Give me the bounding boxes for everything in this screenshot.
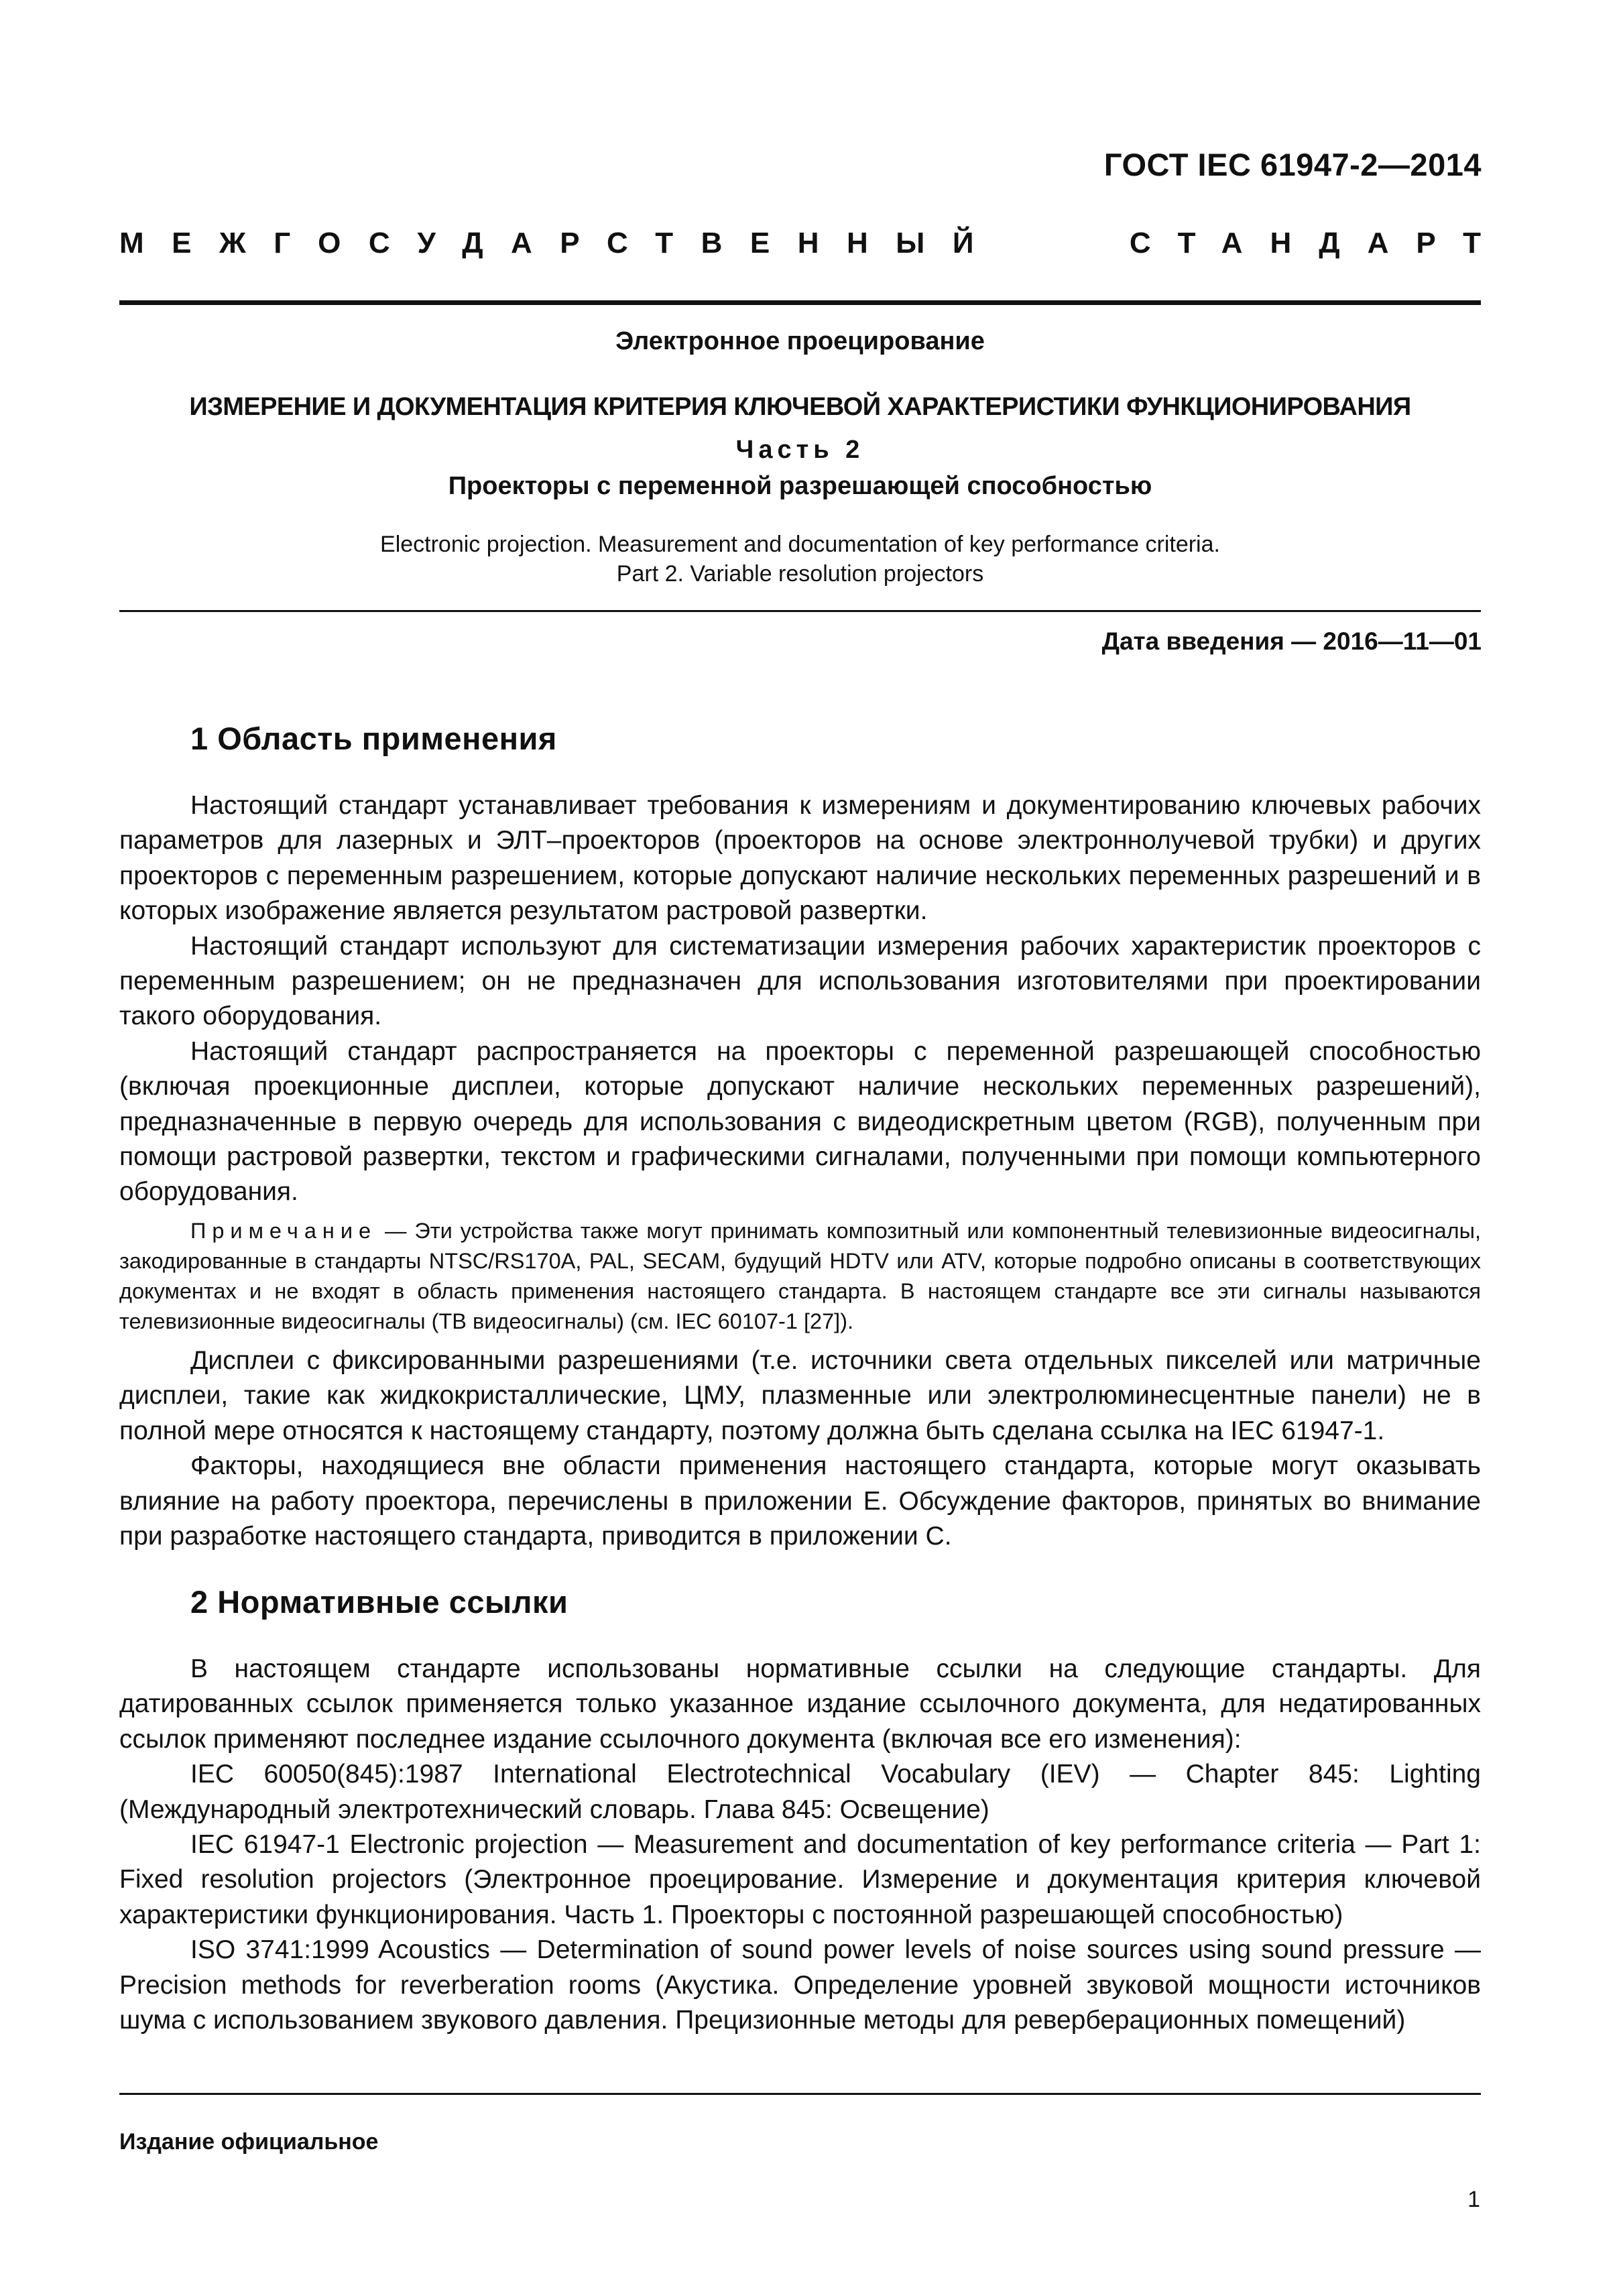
english-title <box>119 530 1481 589</box>
paragraph: Факторы, находящиеся вне области применения настоящего стандарта, которые могут оказывать влияние на работу проектора, перечислены в приложении E. Обсуждение факторов, принятых во внимание при разработке настоящего стандарта, приводится в приложении C. <box>119 1451 1481 1551</box>
standard-code: ГОСТ IEC 61947-2—2014 <box>1103 147 1482 182</box>
english-title-line-2: Part 2. Variable resolution projectors <box>616 561 984 587</box>
part-title: Проекторы с переменной разрешающей способностью <box>448 472 1152 500</box>
reference-entry: IEC 60050(845):1987 International Electrotechnical Vocabulary (IEV) — Chapter 845: Lighting (Международный электротехнический словарь. Глава 845: Освещение) <box>119 1760 1481 1824</box>
subject-title: Электронное проецирование <box>615 327 985 355</box>
section-2-body <box>119 1652 1481 2038</box>
note-text: — Эти устройства также могут принимать композитный или компонентный телевизионные видеосигналы, закодированные в стандарты NTSC/RS170A, PAL, SECAM, будущий HDTV или ATV, которые подробно описаны в соответствующих документах и не входят в область применения настоящего стандарта. В настоящем стандарте все эти сигналы называются телевизионные видеосигналы (ТВ видеосигналы) (см. IEC 60107-1 [27]). <box>119 1219 1481 1333</box>
footer-rule <box>119 2093 1481 2095</box>
section-1-heading: 1 Область применения <box>190 721 557 756</box>
paragraph: Настоящий стандарт распространяется на проекторы с переменной разрешающей способностью (включая проекционные дисплеи, которые допускают наличие нескольких переменных разрешений), предназначенные в первую очередь для использования с видеодискретным цветом (RGB), полученным при помощи растровой развертки, текстом и графическими сигналами, полученными при помощи компьютерного оборудования. <box>119 1036 1481 1207</box>
section-1-body <box>119 788 1481 1210</box>
note-paragraph <box>119 1216 1481 1337</box>
main-title: ИЗМЕРЕНИЕ И ДОКУМЕНТАЦИЯ КРИТЕРИЯ КЛЮЧЕВОЙ ХАРАКТЕРИСТИКИ ФУНКЦИОНИРОВАНИЯ <box>189 393 1411 421</box>
reference-entry: ISO 3741:1999 Acoustics — Determination of sound power levels of noise sources using sound pressure — Precision methods for reverberation rooms (Акустика. Определение уровней звуковой мощности источников шума с использованием звукового давления. Прецизионные методы для реверберационных помещений) <box>119 1935 1481 2035</box>
english-title-line-1: Electronic projection. Measurement and documentation of key performance criteria. <box>380 532 1220 557</box>
official-edition-label: Издание официальное <box>119 2129 379 2155</box>
introduction-date: Дата введения — 2016—11—01 <box>1101 627 1482 655</box>
section-1-body-continued <box>119 1343 1481 1554</box>
page-number: 1 <box>1467 2187 1480 2212</box>
part-label: Часть 2 <box>735 436 865 464</box>
paragraph: Дисплеи с фиксированными разрешениями (т.е. источники света отдельных пикселей или матричные дисплеи, такие как жидкокристаллические, ЦМУ, плазменные или электролюминесцентные панели) не в полной мере относятся к настоящему стандарту, поэтому должна быть сделана ссылка на IEC 61947-1. <box>119 1346 1481 1445</box>
interstate-label: МЕЖГОСУДАРСТВЕННЫЙ <box>119 227 1002 259</box>
paragraph: В настоящем стандарте использованы нормативные ссылки на следующие стандарты. Для датированных ссылок применяется только указанное издание ссылочного документа, для недатированных ссылок применяют последнее издание ссылочного документа (включая все его изменения): <box>119 1654 1481 1754</box>
note-block <box>119 1216 1481 1337</box>
standard-label: СТАНДАРТ <box>1129 227 1508 259</box>
title-rule <box>119 610 1481 612</box>
section-2-heading: 2 Нормативные ссылки <box>190 1584 568 1620</box>
header-rule <box>119 300 1481 305</box>
paragraph: Настоящий стандарт устанавливает требования к измерениям и документированию ключевых рабочих параметров для лазерных и ЭЛТ–проекторов (проекторов на основе электроннолучевой трубки) и других проекторов с переменным разрешением, которые допускают наличие нескольких переменных разрешений и в которых изображение является результатом растровой развертки. <box>119 791 1481 926</box>
note-label: Примечание <box>190 1219 377 1243</box>
paragraph: Настоящий стандарт используют для систематизации измерения рабочих характеристик проекторов с переменным разрешением; он не предназначен для использования изготовителями при проектировании такого оборудования. <box>119 931 1481 1031</box>
reference-entry: IEC 61947-1 Electronic projection — Measurement and documentation of key performance criteria — Part 1: Fixed resolution projectors (Электронное проецирование. Измерение и документация критерия ключевой характеристики функционирования. Часть 1. Проекторы с постоянной разрешающей способностью) <box>119 1830 1481 1929</box>
